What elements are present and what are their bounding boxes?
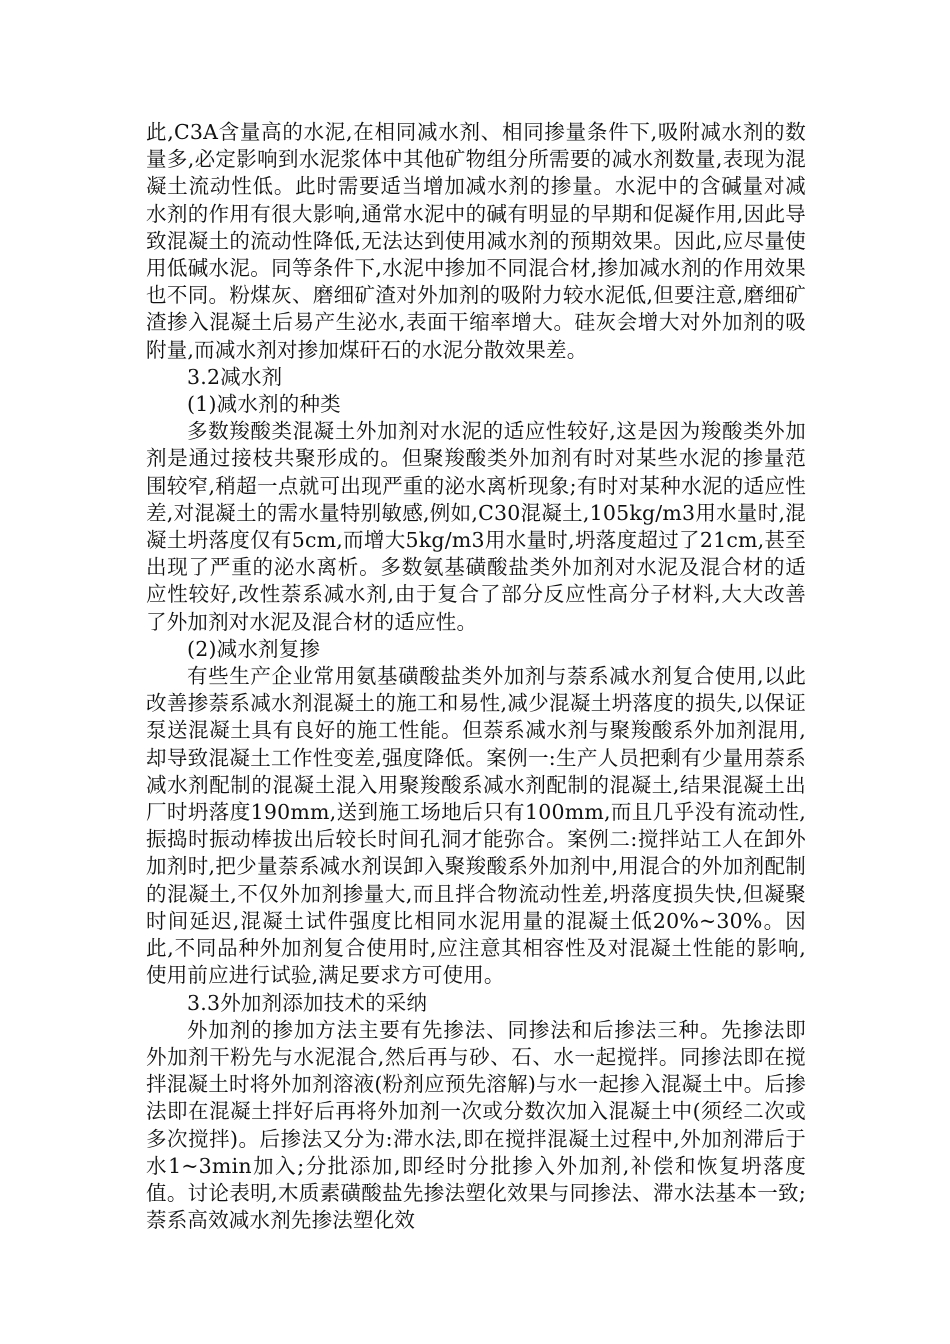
body-paragraph: 此,C3A含量高的水泥,在相同减水剂、相同掺量条件下,吸附减水剂的数量多,必定影响到水泥浆体中其他矿物组分所需要的减水剂数量,表现为混凝土流动性低。此时需要适当增加减水剂的掺量。水泥中的含碱量对减水剂的作用有很大影响,通常水泥中的碱有明显的早期和促凝作用,因此导致混凝土的流动性降低,无法达到使用减水剂的预期效果。因此,应尽量使用低碱水泥。同等条件下,水泥中掺加不同混合材,掺加减水剂的作用效果也不同。粉煤灰、磨细矿渣对外加剂的吸附力较水泥低,但要注意,磨细矿渣掺入混凝土后易产生泌水,表面干缩率增大。硅灰会增大对外加剂的吸附量,而减水剂对掺加煤矸石的水泥分散效果差。 (146, 120, 806, 362)
subsection-heading-reducer-types: (1)减水剂的种类 (187, 392, 341, 417)
subsection-heading-reducer-compound: (2)减水剂复掺 (187, 636, 321, 661)
body-paragraph: 有些生产企业常用氨基磺酸盐类外加剂与萘系减水剂复合使用,以此改善掺萘系减水剂混凝土的施工和易性,减少混凝土坍落度的损失,以保证泵送混凝土具有良好的施工性能。但萘系减水剂与聚羧酸系外加剂混用,却导致混凝土工作性变差,强度降低。案例一:生产人员把剩有少量用萘系减水剂配制的混凝土混入用聚羧酸系减水剂配制的混凝土,结果混凝土出厂时坍落度190mm,送到施工场地后只有100mm,而且几乎没有流动性,振捣时振动棒拔出后较长时间孔洞才能弥合。案例二:搅拌站工人在卸外加剂时,把少量萘系减水剂误卸入聚羧酸系外加剂中,用混合的外加剂配制的混凝土,不仅外加剂掺量大,而且拌合物流动性差,坍落度损失快,但凝聚时间延迟,混凝土试件强度比相同水泥用量的混凝土低20%~30%。因此,不同品种外加剂复合使用时,应注意其相容性及对混凝土性能的影响,使用前应进行试验,满足要求方可使用。 (146, 664, 806, 988)
body-paragraph: 多数羧酸类混凝土外加剂对水泥的适应性较好,这是因为羧酸类外加剂是通过接枝共聚形成的。但聚羧酸类外加剂有时对某些水泥的掺量范围较窄,稍超一点就可出现严重的泌水离析现象;有时对某种水泥的适应性差,对混凝土的需水量特别敏感,例如,C30混凝土,105kg/m3用水量时,混凝土坍落度仅有5cm,而增大5kg/m3用水量时,坍落度超过了21cm,甚至出现了严重的泌水离析。多数氨基磺酸盐类外加剂对水泥及混合材的适应性较好,改性萘系减水剂,由于复合了部分反应性高分子材料,大大改善了外加剂对水泥及混合材的适应性。 (146, 419, 806, 634)
section-heading-3-2: 3.2减水剂 (187, 364, 283, 389)
section-heading-3-3: 3.3外加剂添加技术的采纳 (187, 990, 428, 1015)
document-page (146, 119, 806, 1234)
body-paragraph: 外加剂的掺加方法主要有先掺法、同掺法和后掺法三种。先掺法即外加剂干粉先与水泥混合,然后再与砂、石、水一起搅拌。同掺法即在搅拌混凝土时将外加剂溶液(粉剂应预先溶解)与水一起掺入混凝土中。后掺法即在混凝土拌好后再将外加剂一次或分数次加入混凝土中(须经二次或多次搅拌)。后掺法又分为:滞水法,即在搅拌混凝土过程中,外加剂滞后于水1~3min加入;分批添加,即经时分批掺入外加剂,补偿和恢复坍落度值。讨论表明,木质素磺酸盐先掺法塑化效果与同掺法、滞水法基本一致;萘系高效减水剂先掺法塑化效 (146, 1017, 806, 1233)
